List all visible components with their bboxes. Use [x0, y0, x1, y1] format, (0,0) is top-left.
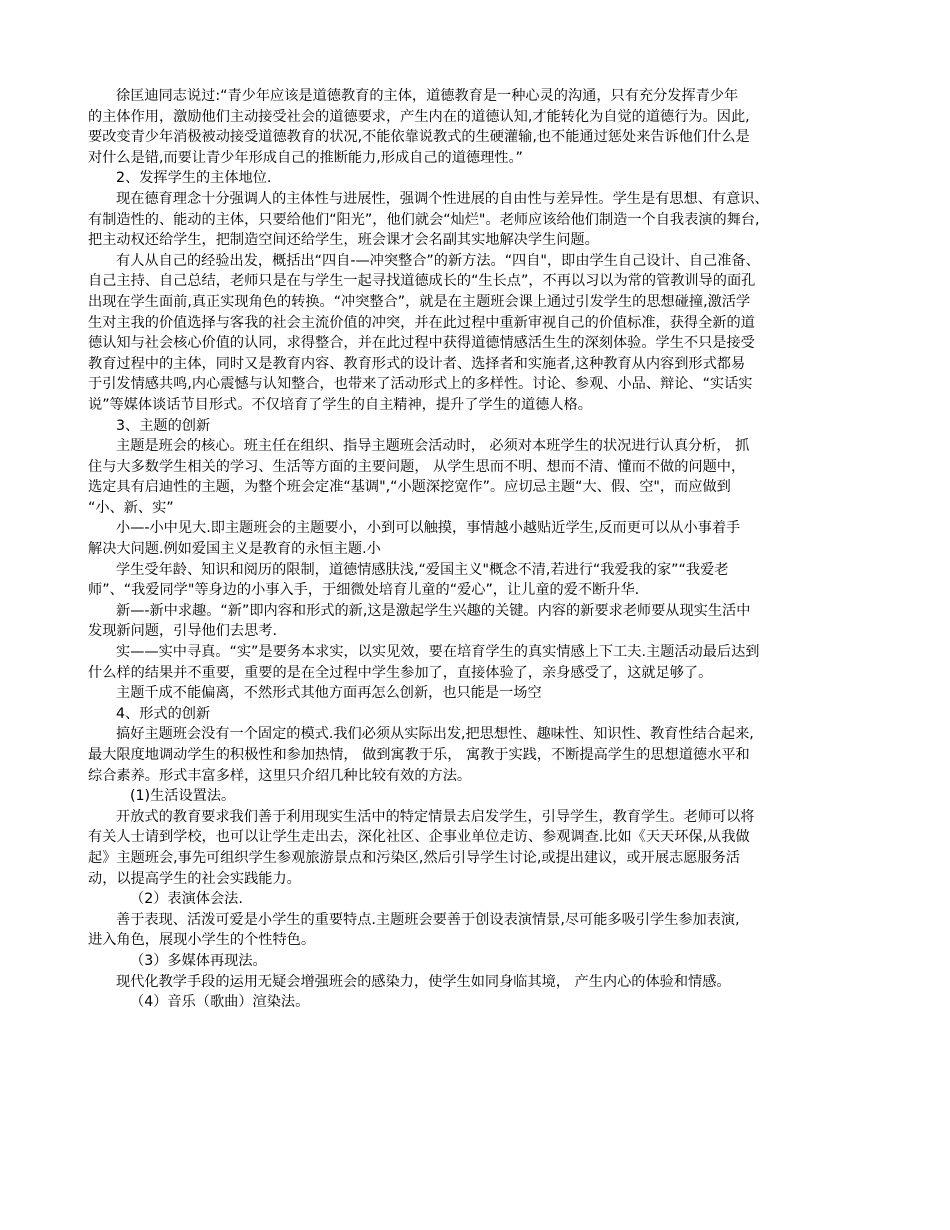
quote-paragraph — [88, 86, 872, 168]
subsection-heading — [88, 951, 872, 972]
body-paragraph — [88, 436, 872, 518]
body-paragraph — [88, 251, 872, 416]
text-line: 选定具有启迪性的主题，为整个班会定准“基调",“小题深挖宽作”。应切忌主题“大、假、空"，而应做到 — [88, 479, 731, 496]
text-line: 把主动权还给学生，把制造空间还给学生，班会课才会名副其实地解决学生问题。 — [88, 232, 599, 249]
text-line: 现在德育理念十分强调人的主体性与进展性，强调个性进展的自由性与差异性。学生是有思想、有意识、 — [116, 190, 769, 207]
text-line: 动，以提高学生的社会实践能力。 — [88, 870, 301, 887]
text-line: 要改变青少年消极被动接受道德教育的状况,不能依靠说教式的生硬灌输,也不能通过惩处来告诉他们什么是 — [88, 129, 750, 146]
heading-line: 3、主题的创新 — [116, 417, 211, 434]
text-line: 有制造性的、能动的主体，只要给他们“阳光”，他们就会“灿烂"。老师应该给他们制造一个自我表演的舞台, — [88, 211, 760, 228]
text-line: 综合素养。形式丰富多样，这里只介绍几种比较有效的方法。 — [88, 767, 472, 784]
text-line: 出现在学生面前,真正实现角色的转换。“冲突整合”，就是在主题班会课上通过引发学生的思想碰撞,激活学 — [88, 293, 751, 310]
text-line: 主题千成不能偏离，不然形式其他方面再怎么创新，也只能是一场空 — [116, 685, 542, 702]
text-line: 开放式的教育要求我们善于利用现实生活中的特定情景去启发学生，引导学生，教育学生。老师可以将 — [116, 808, 755, 825]
text-line: 说”等媒体谈话节目形式。不仅培育了学生的自主精神，提升了学生的道德人格。 — [88, 396, 592, 413]
heading-line: (1)生活设置法。 — [130, 788, 236, 805]
section-heading — [88, 168, 872, 189]
text-line: 自己主持、自己总结，老师只是在与学生一起寻找道德成长的“生长点”，不再以习以为常的管教训导的面孔 — [88, 273, 756, 290]
text-line: 新—-新中求趣。“新”即内容和形式的新,这是激起学生兴趣的关键。内容的新要求老师要从现实生活中 — [116, 602, 751, 619]
text-line: 师”、“我爱同学"等身边的小事入手，于细微处培育儿童的“爱心”，让儿童的爱不断升华. — [88, 582, 640, 599]
subsection-heading — [88, 786, 872, 807]
body-paragraph — [88, 601, 872, 642]
text-line: 教育过程中的主体，同时又是教育内容、教育形式的设计者、选择者和实施者,这种教育从内容到形式都易 — [88, 355, 746, 372]
body-paragraph — [88, 518, 872, 559]
text-line: 主题是班会的核心。班主任在组织、指导主题班会活动时， 必须对本班学生的状况进行认真分析， 抓 — [116, 438, 750, 455]
text-line: 善于表现、活泼可爱是小学生的重要特点.主题班会要善于创设表演情景,尽可能多吸引学生参加表演, — [116, 911, 740, 928]
heading-line: 4、形式的创新 — [116, 705, 211, 722]
text-line: 最大限度地调动学生的积极性和参加热情， 做到寓教于乐， 寓教于实践，不断提高学生的思想道德水平和 — [88, 747, 750, 763]
body-paragraph — [88, 189, 872, 251]
subsection-heading — [88, 889, 872, 910]
heading-line: （3）多媒体再现法。 — [130, 952, 267, 969]
section-heading — [88, 704, 872, 725]
text-line: 学生受年龄、知识和阅历的限制，道德情感肤浅,“爱国主义"概念不清,若进行“我爱我的家”“我爱老 — [116, 561, 729, 578]
text-line: 生对主我的价值选择与客我的社会主流价值的冲突，并在此过程中重新审视自己的价值标准，获得全新的道 — [88, 314, 755, 331]
text-line: 起》主题班会,事先可组织学生参观旅游景点和污染区,然后引导学生讨论,或提出建议，或开展志愿服务活 — [88, 849, 740, 866]
section-heading — [88, 416, 872, 437]
heading-line: 2、发挥学生的主体地位. — [116, 170, 272, 187]
text-line: 住与大多数学生相关的学习、生活等方面的主要问题， 从学生思而不明、想而不清、懂而不做的问题中， — [88, 458, 746, 475]
text-line: 发现新问题，引导他们去思考. — [88, 623, 277, 640]
heading-line: （2）表演体会法. — [130, 891, 243, 908]
text-line: 于引发情感共鸣,内心震憾与认知整合，也带来了活动形式上的多样性。讨论、参观、小品、辩论、“实话实 — [88, 376, 753, 393]
text-line: 现代化教学手段的运用无疑会增强班会的感染力，使学生如同身临其境， 产生内心的体验和情感。 — [116, 973, 731, 990]
text-line: 有人从自己的经验出发，概括出“四自-—冲突整合”的新方法。“四自"，即由学生自己设计、自己准备、 — [116, 252, 760, 269]
text-line: 解决大问题.例如爱国主义是教育的永恒主题.小 — [88, 541, 381, 558]
text-line: 德认知与社会核心价值的认同，求得整合，并在此过程中获得道德情感活生生的深刻体验。学生不只是接受 — [88, 335, 755, 352]
body-paragraph — [88, 642, 872, 683]
body-paragraph — [88, 724, 872, 786]
text-line: 徐匡迪同志说过:“青少年应该是道德教育的主体，道德教育是一种心灵的沟通，只有充分发挥青少年 — [116, 88, 739, 104]
text-line: 对什么是错,而要让青少年形成自己的推断能力,形成自己的道德理性。” — [88, 149, 523, 166]
document-page — [88, 86, 872, 1013]
text-line: 的主体作用，激励他们主动接受社会的道德要求，产生内在的道德认知,才能转化为自觉的道德行为。因此, — [88, 108, 750, 125]
text-line: 实——实中寻真。“实”是要务本求实，以实见效，要在培育学生的真实情感上下工夫.主题活动最后达到 — [116, 644, 760, 661]
body-paragraph — [88, 560, 872, 601]
body-paragraph — [88, 683, 872, 704]
body-paragraph — [88, 972, 872, 993]
text-line: 搞好主题班会没有一个固定的模式.我们必须从实际出发,把思想性、趣味性、知识性、教育性结合起来, — [116, 726, 754, 743]
text-line: 有关人士请到学校，也可以让学生走出去，深化社区、企事业单位走访、参观调查.比如《天天环保,从我做 — [88, 829, 750, 846]
body-paragraph — [88, 807, 872, 889]
text-line: 什么样的结果并不重要，重要的是在全过程中学生参加了，直接体验了，亲身感受了，这就足够了。 — [88, 664, 713, 681]
text-line: “小、新、实” — [88, 499, 174, 516]
text-line: 进入角色，展现小学生的个性特色。 — [88, 932, 316, 949]
body-paragraph — [88, 910, 872, 951]
subsection-heading — [88, 992, 872, 1013]
heading-line: （4）音乐（歌曲）渲染法。 — [130, 994, 310, 1011]
text-line: 小—-小中见大.即主题班会的主题要小，小到可以触摸，事情越小越贴近学生,反而更可以从小事着手 — [116, 520, 741, 537]
